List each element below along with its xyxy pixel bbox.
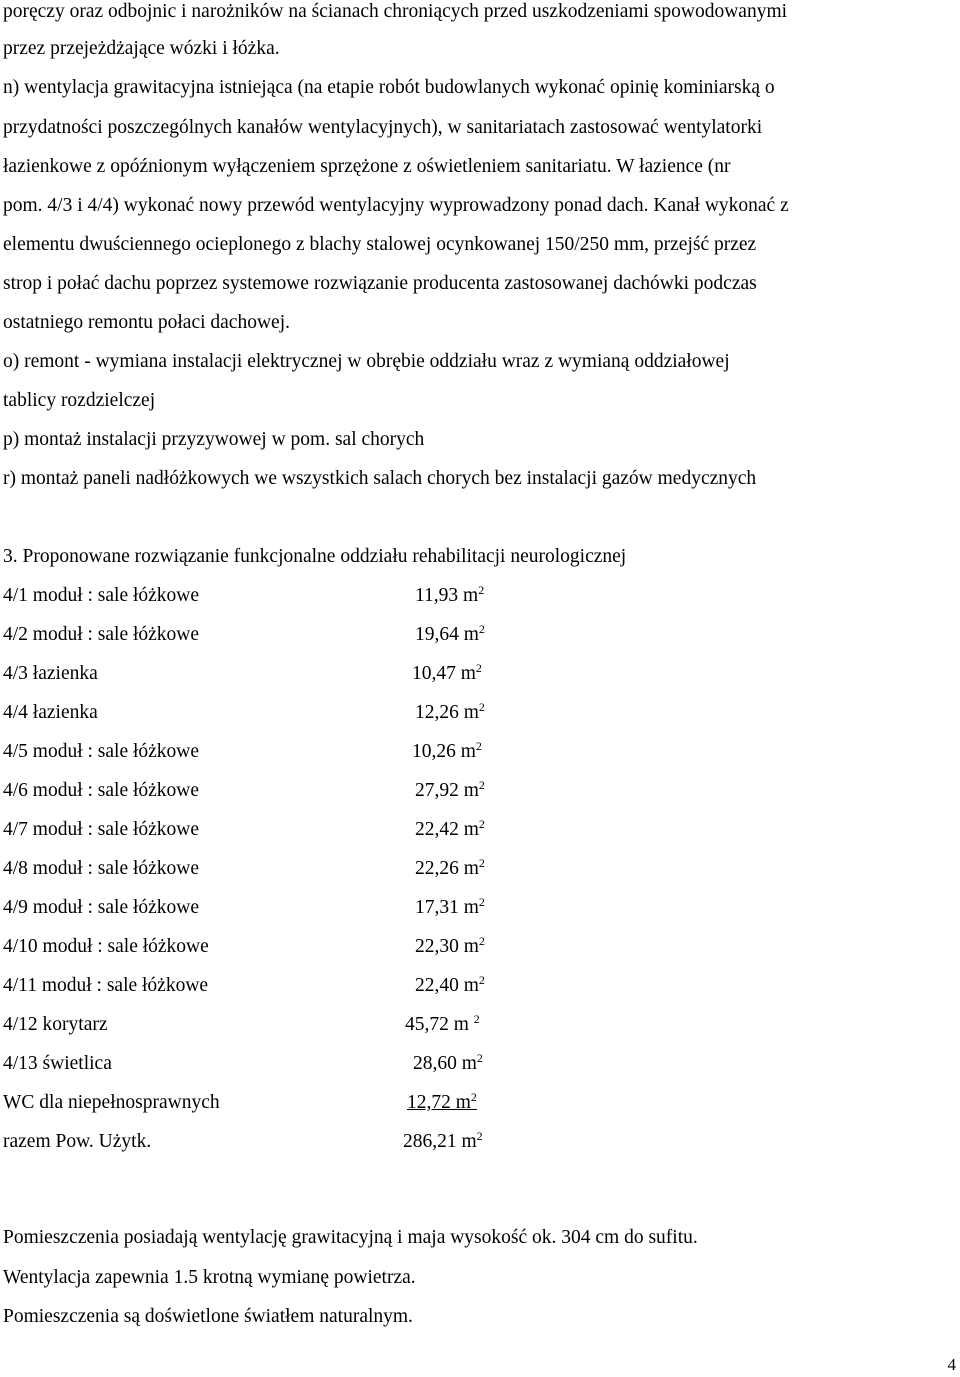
room-area: 22,40 $m^2$ xyxy=(415,973,485,996)
room-area: 45,72 m $^2$ xyxy=(405,1012,480,1035)
room-area: 11,93 $m^2$ xyxy=(415,583,485,606)
note-line: Pomieszczenia posiadają wentylację grawitacyjną i maja wysokość ok. 304 cm do sufitu. xyxy=(3,1227,698,1248)
text-line: n) wentylacja grawitacyjna istniejąca (na etapie robót budowlanych wykonać opinię kominiarską o xyxy=(3,77,775,98)
room-name: 4/11 moduł : sale łóżkowe xyxy=(3,975,209,996)
note-line: Wentylacja zapewnia 1.5 krotną wymianę powietrza. xyxy=(3,1267,416,1288)
room-area: 28,60 $m^2$ xyxy=(413,1051,483,1074)
text-line: pom. 4/3 i 4/4) wykonać nowy przewód wentylacyjny wyprowadzony ponad dach. Kanał wykonać z xyxy=(3,195,789,216)
room-name: 4/12 korytarz xyxy=(3,1014,108,1035)
text-line: tablicy rozdzielczej xyxy=(3,390,156,411)
room-area: 22,30 $m^2$ xyxy=(415,934,485,957)
room-area: 19,64 $m^2$ xyxy=(415,622,485,645)
room-name: 4/8 moduł : sale łóżkowe xyxy=(3,858,200,879)
text-line: strop i połać dachu poprzez systemowe rozwiązanie producenta zastosowanej dachówki podczas xyxy=(3,273,757,294)
note-line: Pomieszczenia są doświetlone światłem naturalnym. xyxy=(3,1306,413,1327)
room-area: 22,26 $m^2$ xyxy=(415,856,485,879)
room-name: 4/6 moduł : sale łóżkowe xyxy=(3,780,200,801)
room-area: 27,92 $m^2$ xyxy=(415,778,485,801)
room-area: 10,47 $m^2$ xyxy=(412,661,482,684)
text-line: łazienkowe z opóźnionym wyłączeniem sprzężone z oświetleniem sanitariatu. W łazience (nr xyxy=(3,156,731,177)
total-area: 286,21 $m^2$ xyxy=(403,1129,483,1152)
room-name: 4/13 świetlica xyxy=(3,1053,112,1074)
text-line: ostatniego remontu połaci dachowej. xyxy=(3,312,290,333)
room-area: 17,31 $m^2$ xyxy=(415,895,485,918)
text-line: przydatności poszczególnych kanałów wentylacyjnych), w sanitariatach zastosować wentylatorki xyxy=(3,117,763,138)
room-name: 4/10 moduł : sale łóżkowe xyxy=(3,936,209,957)
room-area: 22,42 $m^2$ xyxy=(415,817,485,840)
room-name: 4/2 moduł : sale łóżkowe xyxy=(3,624,200,645)
text-line: p) montaż instalacji przyzywowej w pom. sal chorych xyxy=(3,429,425,450)
room-name: 4/7 moduł : sale łóżkowe xyxy=(3,819,200,840)
text-line: o) remont - wymiana instalacji elektrycznej w obrębie oddziału wraz z wymianą oddziałowej xyxy=(3,351,730,372)
total-label: razem Pow. Użytk. xyxy=(3,1131,152,1152)
room-name: 4/4 łazienka xyxy=(3,702,98,723)
section-heading: 3. Proponowane rozwiązanie funkcjonalne oddziału rehabilitacji neurologicznej xyxy=(3,546,627,567)
room-area: 12,72 $m^2$ xyxy=(407,1090,477,1113)
room-name: 4/9 moduł : sale łóżkowe xyxy=(3,897,200,918)
text-line: poręczy oraz odbojnic i narożników na ścianach chroniących przed uszkodzeniami spowodowanymi xyxy=(3,1,788,22)
room-area: 12,26 $m^2$ xyxy=(415,700,485,723)
room-name: WC dla niepełnosprawnych xyxy=(3,1092,220,1113)
room-area: 10,26 $m^2$ xyxy=(412,739,482,762)
page-number: 4 xyxy=(947,1355,956,1374)
room-name: 4/1 moduł : sale łóżkowe xyxy=(3,585,200,606)
room-name: 4/5 moduł : sale łóżkowe xyxy=(3,741,200,762)
text-line: przez przejeżdżające wózki i łóżka. xyxy=(3,38,280,59)
text-line: r) montaż paneli nadłóżkowych we wszystkich salach chorych bez instalacji gazów medycznych xyxy=(3,468,757,489)
room-name: 4/3 łazienka xyxy=(3,663,98,684)
text-line: elementu dwuściennego ocieplonego z blachy stalowej ocynkowanej 150/250 mm, przejść przez xyxy=(3,234,757,255)
